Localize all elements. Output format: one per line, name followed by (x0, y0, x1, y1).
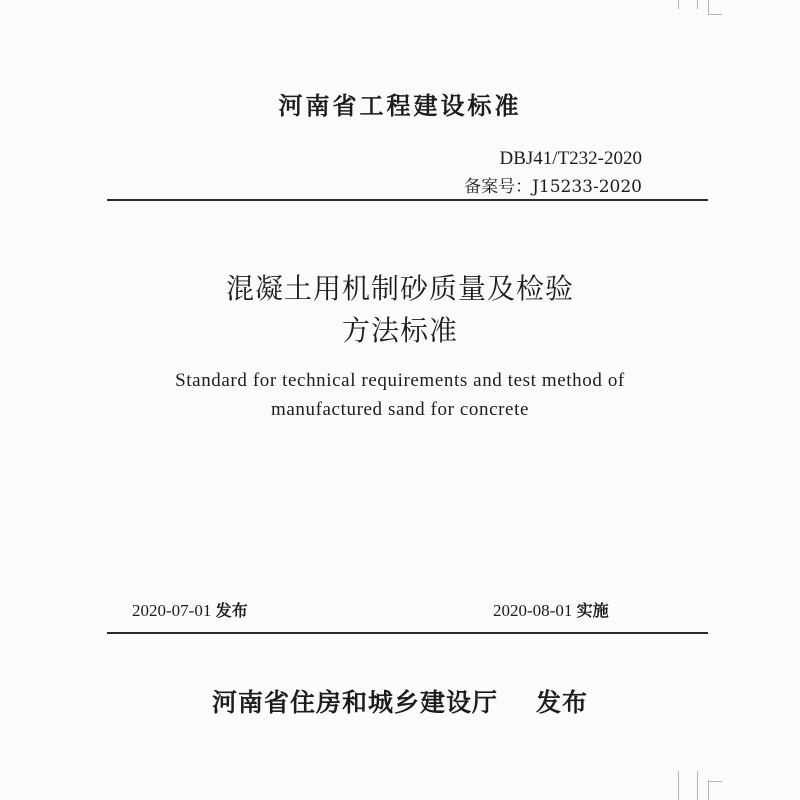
standard-code: DBJ41/T232-2020 (499, 148, 642, 169)
implement-date: 2020-08-01 (493, 601, 573, 620)
bottom-divider (107, 632, 708, 634)
record-number: 备案号：J15233-2020 (464, 177, 642, 197)
chinese-title-line-1: 混凝土用机制砂质量及检验 (225, 272, 574, 305)
chinese-title-line-2: 方法标准 (341, 314, 458, 347)
top-divider (107, 199, 708, 201)
publish-label: 发布 (215, 601, 248, 620)
issuer-name: 河南省住房和城乡建设厅 (211, 688, 498, 717)
standard-series-title: 河南省工程建设标准 (278, 92, 522, 120)
publish-date-line (132, 598, 248, 621)
english-title-line-2: manufactured sand for concrete (270, 399, 529, 420)
publish-date: 2020-07-01 (132, 601, 212, 620)
issuing-authority (0, 683, 800, 719)
english-title-line-1: Standard for technical requirements and test method of (175, 370, 625, 391)
issuer-action: 发布 (536, 688, 589, 717)
implement-date-line (493, 598, 609, 621)
implement-label: 实施 (576, 601, 609, 620)
